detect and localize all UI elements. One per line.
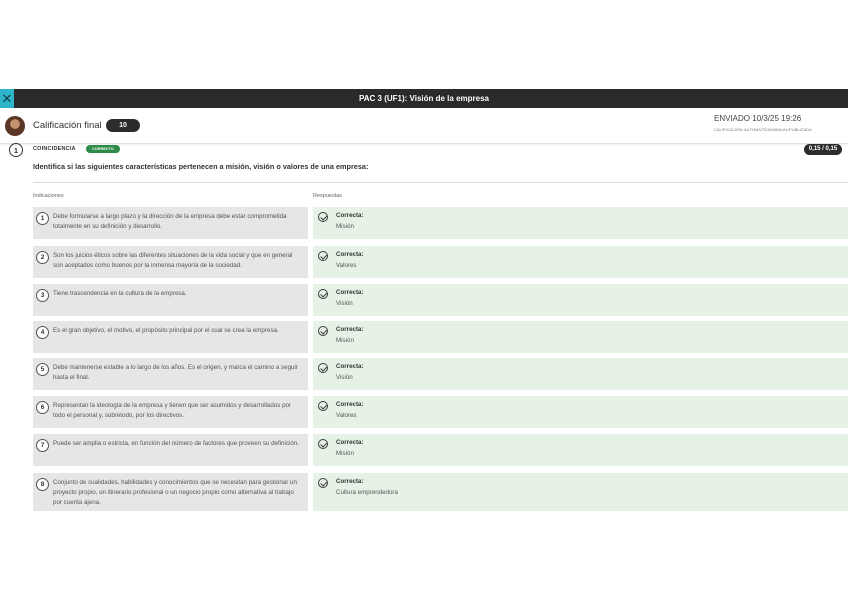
check-circle-icon <box>318 363 328 373</box>
indication-text: Conjunto de cualidades, habilidades y conocimientos que se necesitan para gestionar un proyecto propio, un itinerario profesional o un negocio propio como alternativa al trabajo por cuenta ajena. <box>53 479 297 506</box>
indication-cell <box>33 246 308 278</box>
check-circle-icon <box>318 251 328 261</box>
indication-number: 6 <box>36 401 49 414</box>
answer-cell <box>313 473 848 511</box>
grade-header <box>0 108 848 144</box>
match-row <box>0 207 848 239</box>
grade-value-badge: 10 <box>106 119 140 132</box>
indication-cell <box>33 434 308 466</box>
indication-number: 8 <box>36 478 49 491</box>
answer-label: Correcta: <box>336 439 364 446</box>
indication-cell <box>33 473 308 511</box>
sent-subtitle: CALIFICACIÓN: AUTOMÁTICA/MANUAL/PUBLICADA <box>714 127 812 132</box>
answer-cell <box>313 396 848 428</box>
divider <box>33 182 848 183</box>
match-row <box>0 284 848 316</box>
answer-label: Correcta: <box>336 363 364 370</box>
indication-cell <box>33 396 308 428</box>
check-circle-icon <box>318 401 328 411</box>
answer-label: Correcta: <box>336 478 364 485</box>
match-row <box>0 473 848 511</box>
indication-cell <box>33 207 308 239</box>
answer-value: Visión <box>336 300 353 307</box>
question-score: 0,15 / 0,15 <box>804 144 842 155</box>
answer-label: Correcta: <box>336 251 364 258</box>
answer-label: Correcta: <box>336 401 364 408</box>
indication-text: Tiene trascendencia en la cultura de la empresa. <box>53 290 187 297</box>
answer-value: Misión <box>336 450 354 457</box>
indication-cell <box>33 321 308 353</box>
answer-cell <box>313 358 848 390</box>
indication-number: 2 <box>36 251 49 264</box>
indication-text: Debe mantenerse estable a lo largo de los años. Es el origen, y marca el camino a seguir hasta el final. <box>53 364 298 381</box>
match-row <box>0 246 848 278</box>
answer-value: Misión <box>336 337 354 344</box>
answer-label: Correcta: <box>336 289 364 296</box>
indication-number: 4 <box>36 326 49 339</box>
answer-cell <box>313 246 848 278</box>
grade-label: Calificación final <box>33 120 102 131</box>
answers-header: Respuestas <box>313 193 343 199</box>
answer-cell <box>313 434 848 466</box>
indication-text: Representan la ideología de la empresa y tienen que ser asumidos y desarrollados por todo el personal y, sobretodo, por los directivos. <box>53 402 292 419</box>
answer-label: Correcta: <box>336 326 364 333</box>
title-bar <box>0 89 848 108</box>
match-row <box>0 321 848 353</box>
indication-number: 3 <box>36 289 49 302</box>
answer-value: Visión <box>336 374 353 381</box>
match-row <box>0 358 848 390</box>
indication-number: 1 <box>36 212 49 225</box>
match-row <box>0 434 848 466</box>
question-type: COINCIDENCIA <box>33 146 76 152</box>
question-prompt: Identifica si las siguientes características pertenecen a misión, visión o valores de una empresa: <box>33 162 369 171</box>
indication-number: 7 <box>36 439 49 452</box>
indication-number: 5 <box>36 363 49 376</box>
answer-cell <box>313 321 848 353</box>
check-circle-icon <box>318 478 328 488</box>
sent-date: ENVIADO 10/3/25 19:26 <box>714 114 802 123</box>
check-circle-icon <box>318 289 328 299</box>
window-title: PAC 3 (UF1): Visión de la empresa <box>359 94 489 103</box>
question-header <box>0 144 848 158</box>
match-row <box>0 396 848 428</box>
indication-text: Puede ser amplia o estricta, en función del número de factores que proveen su definición. <box>53 440 299 447</box>
avatar <box>5 116 25 136</box>
close-icon[interactable]: ✕ <box>1 91 13 106</box>
indication-text: Debe formularse a largo plazo y la dirección de la empresa debe estar comprometida totalmente en su definición y desarrollo. <box>53 213 287 230</box>
check-circle-icon <box>318 439 328 449</box>
answer-value: Cultura emprendedora <box>336 489 398 496</box>
answer-value: Valores <box>336 412 357 419</box>
answer-label: Correcta: <box>336 212 364 219</box>
indication-text: Es el gran objetivo, el motivo, el propósito principal por el cual se crea la empresa. <box>53 327 279 334</box>
indication-text: Son los juicios éticos sobre las diferentes situaciones de la vida social y que en general son aceptados como buenos por la inmensa mayoría de la sociedad. <box>53 252 293 269</box>
answer-value: Valores <box>336 262 357 269</box>
check-circle-icon <box>318 212 328 222</box>
answer-cell <box>313 207 848 239</box>
check-circle-icon <box>318 326 328 336</box>
status-badge: CORRECTO <box>86 145 120 153</box>
answer-value: Misión <box>336 223 354 230</box>
indication-cell <box>33 358 308 390</box>
indications-header: Indicaciones <box>33 193 64 199</box>
indication-cell <box>33 284 308 316</box>
question-number: 1 <box>9 143 23 157</box>
answer-cell <box>313 284 848 316</box>
